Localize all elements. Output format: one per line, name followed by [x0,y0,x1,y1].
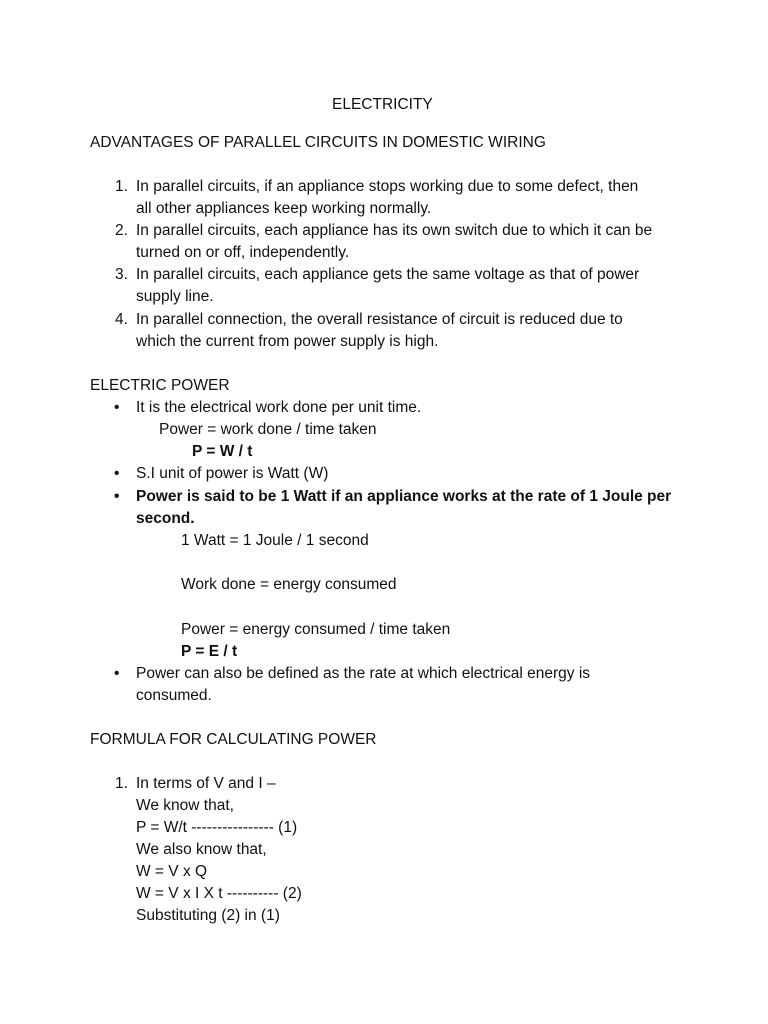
bullet-text: Power can also be defined as the rate at which electrical energy is [136,665,591,682]
bullet-text-bold: second. [136,510,195,527]
section-heading-formula-power: FORMULA FOR CALCULATING POWER [90,731,377,748]
formula-line: 1 Watt = 1 Joule / 1 second [181,532,369,549]
formula-line: Power = work done / time taken [159,421,377,438]
list-item-text: In parallel circuits, if an appliance stops working due to some defect, then [136,178,639,195]
derivation-line: We also know that, [136,841,267,858]
list-item-number: 4. [115,311,128,328]
derivation-line: P = W/t ---------------- (1) [136,819,298,836]
bullet-icon: • [114,465,120,482]
bullet-icon: • [114,665,120,682]
list-item-text: all other appliances keep working normally. [136,200,432,217]
derivation-line: W = V x I X t ---------- (2) [136,885,302,902]
list-item-number: 3. [115,266,128,283]
list-item-text: supply line. [136,288,214,305]
derivation-line: In terms of V and I – [136,775,276,792]
list-item-text: In parallel connection, the overall resistance of circuit is reduced due to [136,311,623,328]
bullet-text-bold: Power is said to be 1 Watt if an appliance works at the rate of 1 Joule per [136,488,672,505]
formula-short: P = W / t [192,443,253,460]
bullet-text: It is the electrical work done per unit time. [136,399,422,416]
list-item-number: 1. [115,178,128,195]
derivation-line: We know that, [136,797,234,814]
derivation-line: W = V x Q [136,863,208,880]
bullet-text: consumed. [136,687,212,704]
list-item-number: 1. [115,775,128,792]
list-item-text: which the current from power supply is high. [136,333,439,350]
document-title: ELECTRICITY [332,96,433,113]
list-item-text: turned on or off, independently. [136,244,350,261]
derivation-line: Substituting (2) in (1) [136,907,280,924]
formula-line: Power = energy consumed / time taken [181,621,451,638]
section-heading-electric-power: ELECTRIC POWER [90,377,230,394]
list-item-text: In parallel circuits, each appliance gets the same voltage as that of power [136,266,640,283]
bullet-icon: • [114,488,120,505]
bullet-icon: • [114,399,120,416]
section-heading-parallel-advantages: ADVANTAGES OF PARALLEL CIRCUITS IN DOMESTIC WIRING [90,134,546,151]
formula-line: Work done = energy consumed [181,576,397,593]
list-item-text: In parallel circuits, each appliance has its own switch due to which it can be [136,222,653,239]
bullet-text: S.I unit of power is Watt (W) [136,465,329,482]
list-item-number: 2. [115,222,128,239]
formula-short: P = E / t [181,643,238,660]
